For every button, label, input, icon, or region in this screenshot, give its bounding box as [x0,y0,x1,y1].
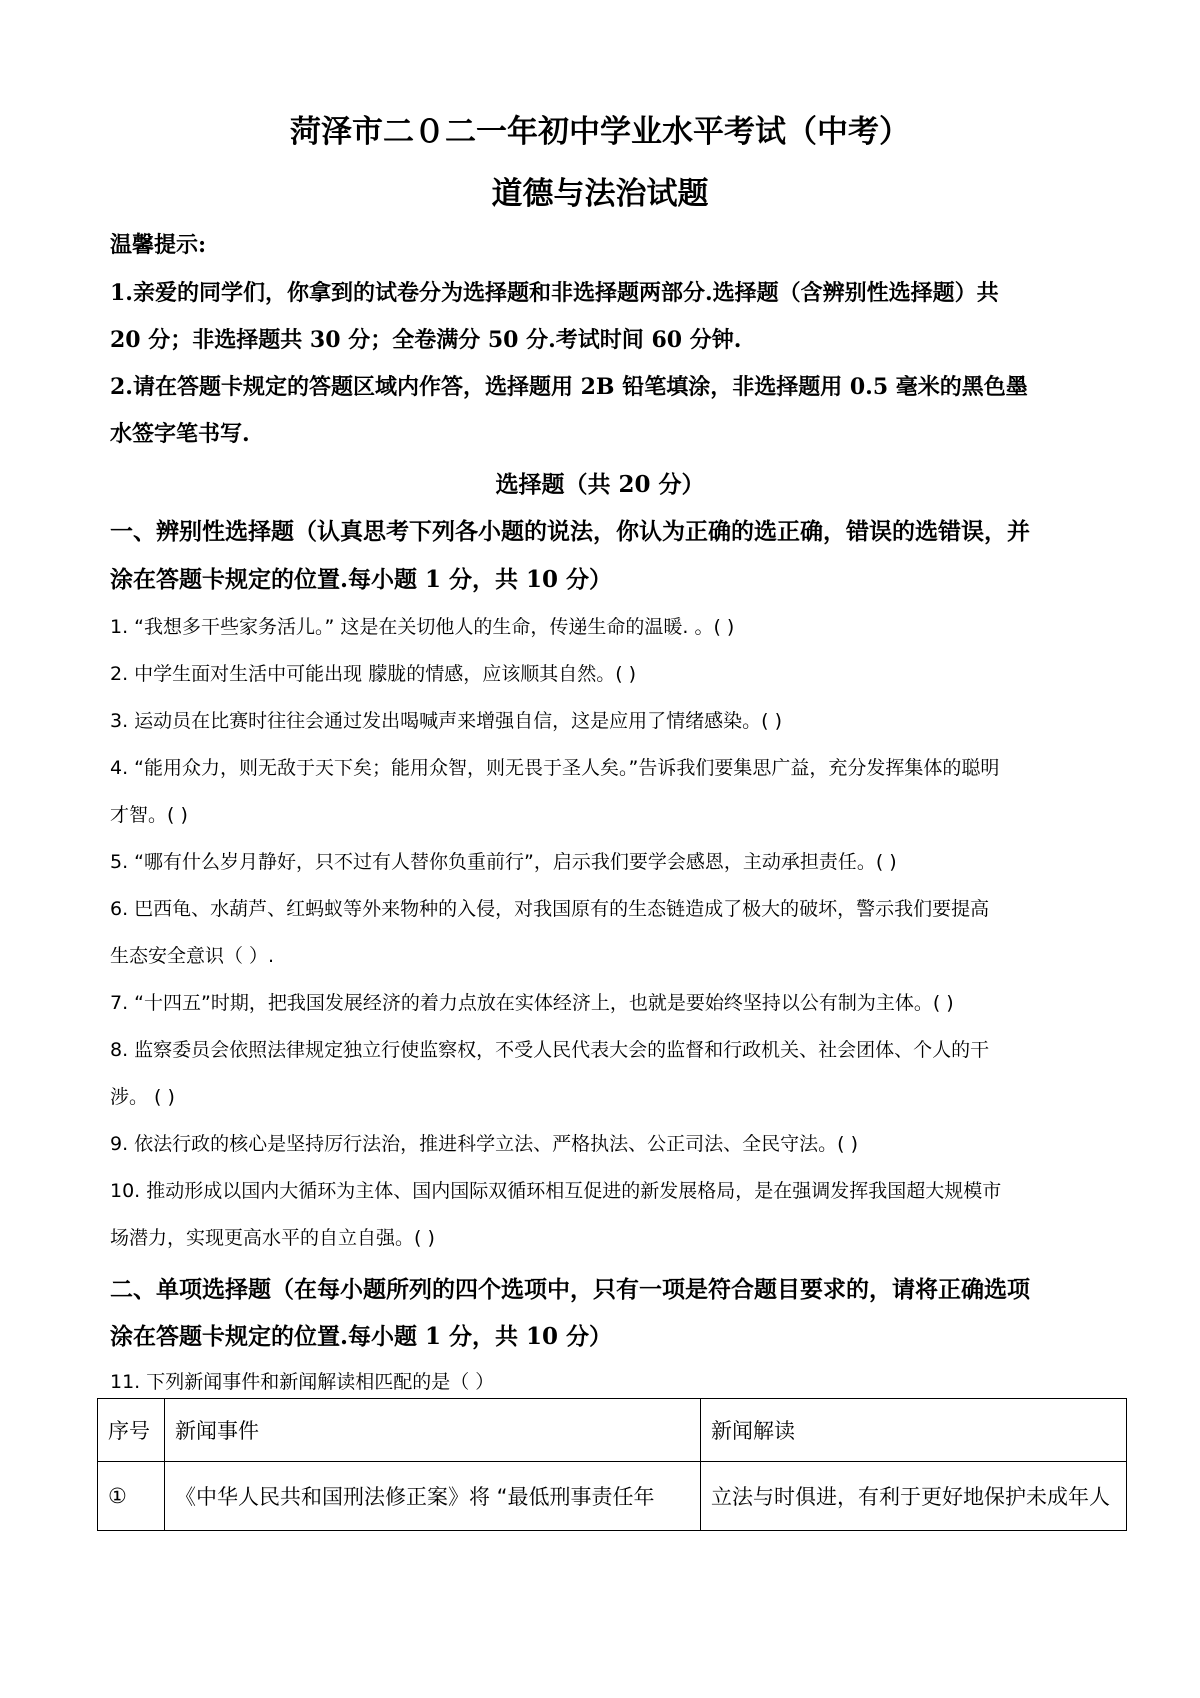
notice-line-2b: 水签字笔书写. [110,421,250,447]
question-9: 9. 依法行政的核心是坚持厉行法治，推进科学立法、严格执法、公正司法、全民守法。( ) [110,1133,859,1155]
header-cell-event: 新闻事件 [165,1399,701,1462]
question-6b: 生态安全意识（ ）. [110,945,275,967]
notice-line-1a: 1.亲爱的同学们，你拿到的试卷分为选择题和非选择题两部分.选择题（含辨别性选择题）共 [110,280,999,306]
question-8b: 涉。 ( ) [110,1086,175,1108]
question-7: 7. “十四五”时期，把我国发展经济的着力点放在实体经济上，也就是要始终坚持以公有制为主体。( ) [110,992,954,1014]
row-cell-index: ① [98,1462,165,1531]
table-row [98,1462,1127,1531]
part1-heading-b: 涂在答题卡规定的位置.每小题 1 分，共 10 分） [110,566,613,593]
notice-line-1b: 20 分；非选择题共 30 分；全卷满分 50 分.考试时间 60 分钟. [110,327,742,353]
header-cell-index: 序号 [98,1399,165,1462]
exam-title: 菏泽市二０二一年初中学业水平考试（中考） [290,114,910,150]
section-choice-heading: 选择题（共 20 分） [495,471,705,498]
question-3: 3. 运动员在比赛时往往会通过发出喝喊声来增强自信，这是应用了情绪感染。( ) [110,710,783,732]
table-header-row [98,1399,1127,1462]
question-2: 2. 中学生面对生活中可能出现 朦胧的情感，应该顺其自然。( ) [110,663,637,685]
question-10a: 10. 推动形成以国内大循环为主体、国内国际双循环相互促进的新发展格局，是在强调发挥我国超大规模市 [110,1180,1002,1202]
question-5: 5. “哪有什么岁月静好，只不过有人替你负重前行”，启示我们要学会感恩，主动承担责任。( ) [110,851,897,873]
question-4a: 4. “能用众力，则无敌于天下矣；能用众智，则无畏于圣人矣。”告诉我们要集思广益，充分发挥集体的聪明 [110,757,1000,779]
exam-subtitle: 道德与法治试题 [491,176,709,212]
question-10b: 场潜力，实现更高水平的自立自强。( ) [110,1227,435,1249]
row-cell-event: 《中华人民共和国刑法修正案》将 “最低刑事责任年 [165,1462,701,1531]
news-table [97,1398,1127,1531]
row-cell-interpretation: 立法与时俱进，有利于更好地保护未成年人 [701,1462,1127,1531]
question-11: 11. 下列新闻事件和新闻解读相匹配的是（ ） [110,1371,495,1393]
header-cell-interpretation: 新闻解读 [701,1399,1127,1462]
part1-heading-a: 一、辨别性选择题（认真思考下列各小题的说法，你认为正确的选正确，错误的选错误，并 [110,518,1030,545]
notice-heading: 温馨提示: [110,232,207,258]
part2-heading-a: 二、单项选择题（在每小题所列的四个选项中，只有一项是符合题目要求的，请将正确选项 [110,1276,1030,1303]
part2-heading-b: 涂在答题卡规定的位置.每小题 1 分，共 10 分） [110,1323,613,1350]
question-1: 1. “我想多干些家务活儿。” 这是在关切他人的生命，传递生命的温暖. 。( ) [110,616,735,638]
question-6a: 6. 巴西龟、水葫芦、红蚂蚁等外来物种的入侵，对我国原有的生态链造成了极大的破坏，警示我们要提高 [110,898,990,920]
notice-line-2a: 2.请在答题卡规定的答题区域内作答，选择题用 2B 铅笔填涂，非选择题用 0.5 毫米的黑色墨 [110,374,1028,400]
question-4b: 才智。( ) [110,804,188,826]
question-8a: 8. 监察委员会依照法律规定独立行使监察权，不受人民代表大会的监督和行政机关、社会团体、个人的干 [110,1039,990,1061]
